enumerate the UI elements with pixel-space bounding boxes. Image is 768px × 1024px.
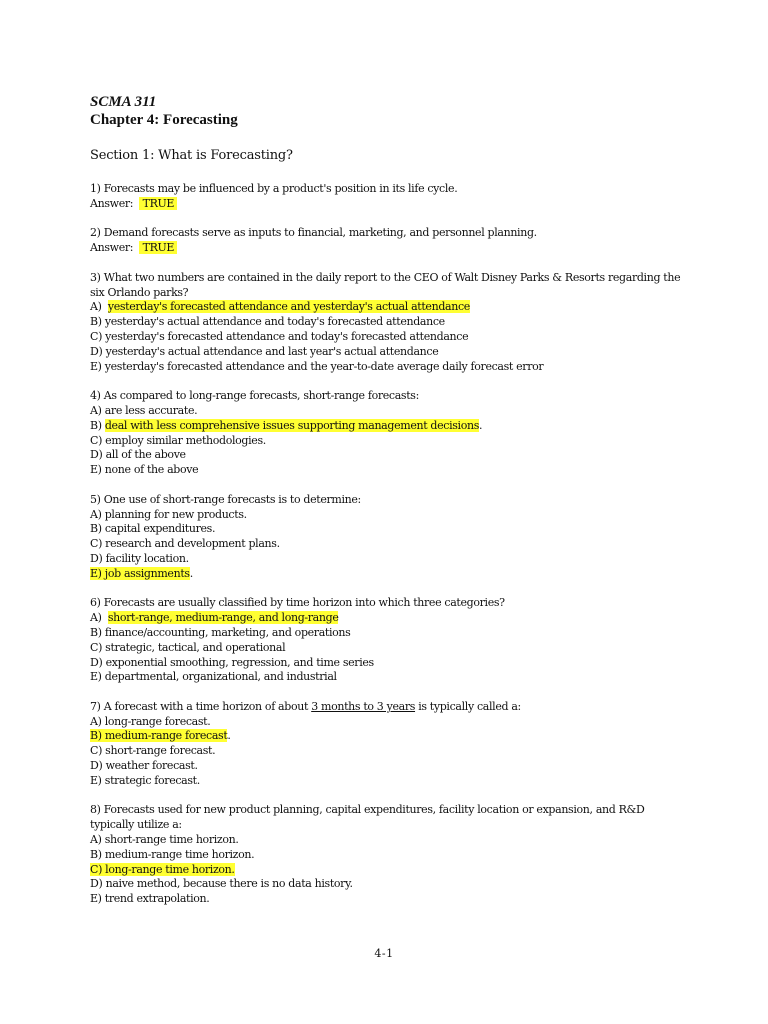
section-title: Section 1: What is Forecasting? xyxy=(90,148,293,163)
correct-answer: short-range, medium-range, and long-range xyxy=(107,611,339,625)
option-c: C) research and development plans. xyxy=(90,537,280,551)
question-6 xyxy=(90,596,690,685)
answer-label: Answer: xyxy=(90,241,134,255)
option-b: B) medium-range forecast. xyxy=(90,729,231,743)
option-c: C) employ similar methodologies. xyxy=(90,433,266,447)
question-stem: 4) As compared to long-range forecasts, short-range forecasts: xyxy=(90,389,419,403)
correct-answer: deal with less comprehensive issues supporting management decisions xyxy=(104,418,480,432)
question-3 xyxy=(90,271,690,375)
option-d: D) naive method, because there is no data history. xyxy=(90,877,353,891)
correct-answer: B) medium-range forecast xyxy=(90,729,228,743)
option-c: C) strategic, tactical, and operational xyxy=(90,640,286,654)
option-c: C) short-range forecast. xyxy=(90,744,216,758)
question-stem: 7) A forecast with a time horizon of about 3 months to 3 years is typically called a: xyxy=(90,699,521,713)
option-c: C) yesterday's forecasted attendance and today's forecasted attendance xyxy=(90,329,469,343)
underlined-phrase: 3 months to 3 years xyxy=(311,699,416,713)
option-d: D) weather forecast. xyxy=(90,759,198,773)
option-e: E) trend extrapolation. xyxy=(90,892,210,906)
chapter-title: Chapter 4: Forecasting xyxy=(90,112,238,128)
option-a: A) planning for new products. xyxy=(90,507,247,521)
page-number: 4-1 xyxy=(374,947,394,960)
answer-line xyxy=(90,197,690,212)
question-stem: 3) What two numbers are contained in the daily report to the CEO of Walt Disney Parks & Resorts regarding the six Orlando parks? xyxy=(90,270,681,299)
option-a: A) yesterday's forecasted attendance and yesterday's actual attendance xyxy=(90,300,470,314)
question-8 xyxy=(90,803,690,907)
option-d: D) exponential smoothing, regression, and time series xyxy=(90,655,374,669)
correct-answer: E) job assignments xyxy=(90,566,190,580)
option-d: D) all of the above xyxy=(90,448,186,462)
option-c xyxy=(90,863,690,878)
option-e: E) none of the above xyxy=(90,463,199,477)
document-page xyxy=(90,93,690,907)
option-b: B) capital expenditures. xyxy=(90,522,216,536)
correct-answer: C) long-range time horizon. xyxy=(90,862,235,876)
option-b: B) deal with less comprehensive issues supporting management decisions. xyxy=(90,418,483,432)
option-e: E) job assignments. xyxy=(90,566,193,580)
answer-label: Answer: xyxy=(90,196,134,210)
question-1 xyxy=(90,182,690,212)
option-a: A) are less accurate. xyxy=(90,403,198,417)
option-b: B) yesterday's actual attendance and today's forecasted attendance xyxy=(90,315,445,329)
question-stem: 2) Demand forecasts serve as inputs to financial, marketing, and personnel planning. xyxy=(90,226,537,240)
option-e: E) departmental, organizational, and industrial xyxy=(90,670,337,684)
option-e: E) yesterday's forecasted attendance and the year-to-date average daily forecast error xyxy=(90,359,544,373)
question-5 xyxy=(90,493,690,582)
question-stem: 8) Forecasts used for new product planning, capital expenditures, facility location or expansion, and R&D typically utilize a: xyxy=(90,803,645,832)
option-e: E) strategic forecast. xyxy=(90,773,200,787)
option-a: A) long-range forecast. xyxy=(90,714,211,728)
option-d: D) facility location. xyxy=(90,551,189,565)
option-b: B) medium-range time horizon. xyxy=(90,847,255,861)
question-2 xyxy=(90,226,690,256)
question-7 xyxy=(90,700,690,789)
answer-value: TRUE xyxy=(139,241,177,254)
option-b: B) finance/accounting, marketing, and operations xyxy=(90,625,351,639)
course-code: SCMA 311 xyxy=(90,94,157,110)
question-stem: 1) Forecasts may be influenced by a product's position in its life cycle. xyxy=(90,182,458,195)
correct-answer: yesterday's forecasted attendance and yesterday's actual attendance xyxy=(107,300,470,314)
question-stem: 6) Forecasts are usually classified by time horizon into which three categories? xyxy=(90,596,505,610)
answer-value: TRUE xyxy=(139,197,177,210)
answer-line xyxy=(90,241,690,256)
question-stem: 5) One use of short-range forecasts is to determine: xyxy=(90,492,361,506)
question-4 xyxy=(90,389,690,478)
option-a: A) short-range time horizon. xyxy=(90,833,239,847)
option-a: A) short-range, medium-range, and long-range xyxy=(90,611,339,625)
option-d: D) yesterday's actual attendance and last year's actual attendance xyxy=(90,344,439,358)
